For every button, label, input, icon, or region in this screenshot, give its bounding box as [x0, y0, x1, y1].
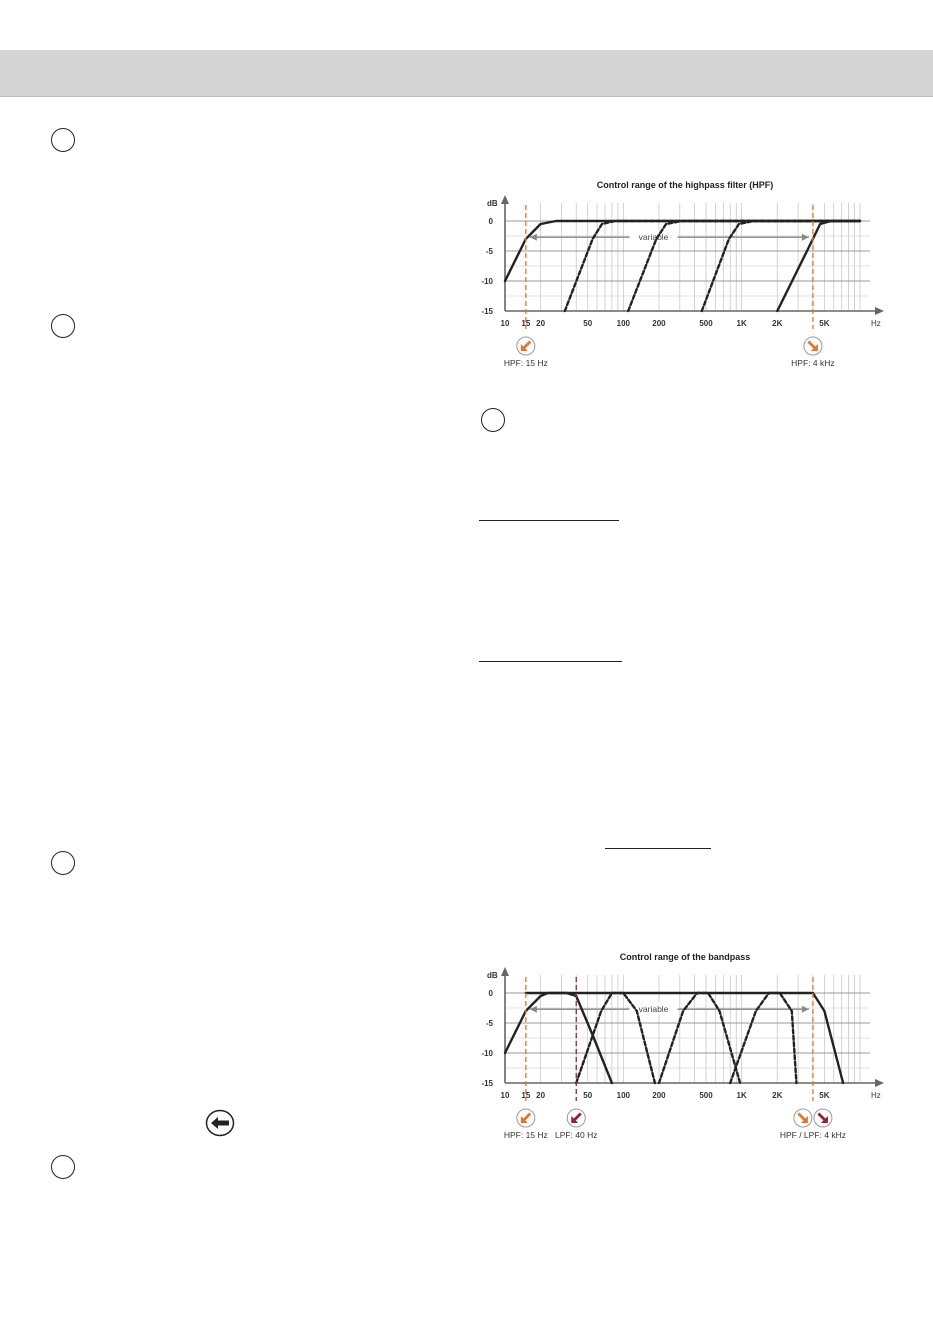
y-tick-label: -5: [485, 247, 493, 256]
x-tick-label: 500: [699, 1091, 713, 1100]
variable-range-arrow-right: [802, 234, 809, 241]
y-tick-label: 0: [488, 989, 493, 998]
hpf-range-chart: [470, 172, 900, 382]
marker-label: HPF / LPF: 4 kHz: [779, 1130, 846, 1140]
arrow-down-right-icon: [814, 1109, 832, 1127]
y-tick-label: -10: [481, 1049, 493, 1058]
underline-rule: [479, 520, 619, 521]
x-tick-label: 20: [536, 319, 546, 328]
y-axis-label: dB: [487, 971, 498, 980]
marker-label: HPF: 4 kHz: [791, 358, 835, 368]
x-tick-label: 15: [521, 319, 531, 328]
arrow-down-left-icon: [517, 1109, 535, 1127]
variable-label: variable: [638, 1004, 669, 1015]
arrow-down-right-icon: [804, 337, 822, 355]
variable-range-arrow-right: [802, 1006, 809, 1013]
y-axis-arrow: [501, 195, 509, 204]
x-tick-label: 5K: [819, 319, 830, 328]
bandpass-chart-svg: [470, 944, 900, 1154]
marker-label: HPF: 15 Hz: [503, 358, 548, 368]
step-circle: [481, 408, 505, 432]
x-tick-label: 10: [500, 1091, 510, 1100]
x-tick-label: 50: [583, 319, 593, 328]
underline-rule: [605, 848, 711, 849]
x-tick-label: 200: [652, 1091, 666, 1100]
y-tick-label: 0: [488, 217, 493, 226]
hpf-chart-svg: [470, 172, 900, 382]
x-tick-label: 50: [583, 1091, 593, 1100]
x-tick-label: 1K: [736, 1091, 747, 1100]
step-circle: [51, 851, 75, 875]
x-axis-label: Hz: [871, 1091, 881, 1100]
x-tick-label: 10: [500, 319, 510, 328]
x-tick-label: 1K: [736, 319, 747, 328]
chart-title: Control range of the bandpass: [619, 952, 751, 962]
x-tick-label: 200: [652, 319, 666, 328]
y-tick-label: -15: [481, 307, 493, 316]
marker-label: LPF: 40 Hz: [554, 1130, 598, 1140]
y-tick-label: -15: [481, 1079, 493, 1088]
x-axis-arrow: [875, 307, 884, 315]
step-circle: [51, 314, 75, 338]
arrow-left-icon: [205, 1109, 235, 1137]
x-axis-label: Hz: [871, 319, 881, 328]
y-tick-label: -10: [481, 277, 493, 286]
arrow-down-right-icon: [794, 1109, 812, 1127]
marker-label: HPF: 15 Hz: [503, 1130, 548, 1140]
arrow-down-left-icon: [567, 1109, 585, 1127]
chart-title: Control range of the highpass filter (HPF): [596, 180, 774, 190]
x-tick-label: 2K: [772, 1091, 783, 1100]
x-tick-label: 100: [616, 1091, 631, 1100]
back-button[interactable]: [205, 1109, 235, 1137]
x-tick-label: 100: [616, 319, 631, 328]
y-axis-arrow: [501, 967, 509, 976]
step-circle: [51, 1155, 75, 1179]
y-axis-label: dB: [487, 199, 498, 208]
variable-label: variable: [638, 232, 669, 243]
bandpass-range-chart: [470, 944, 900, 1154]
section-header-bar: [0, 50, 933, 97]
y-tick-label: -5: [485, 1019, 493, 1028]
step-circle: [51, 128, 75, 152]
arrow-down-left-icon: [517, 337, 535, 355]
x-axis-arrow: [875, 1079, 884, 1087]
x-tick-label: 20: [536, 1091, 546, 1100]
x-tick-label: 2K: [772, 319, 783, 328]
x-tick-label: 15: [521, 1091, 531, 1100]
underline-rule: [479, 661, 622, 662]
x-tick-label: 500: [699, 319, 713, 328]
x-tick-label: 5K: [819, 1091, 830, 1100]
